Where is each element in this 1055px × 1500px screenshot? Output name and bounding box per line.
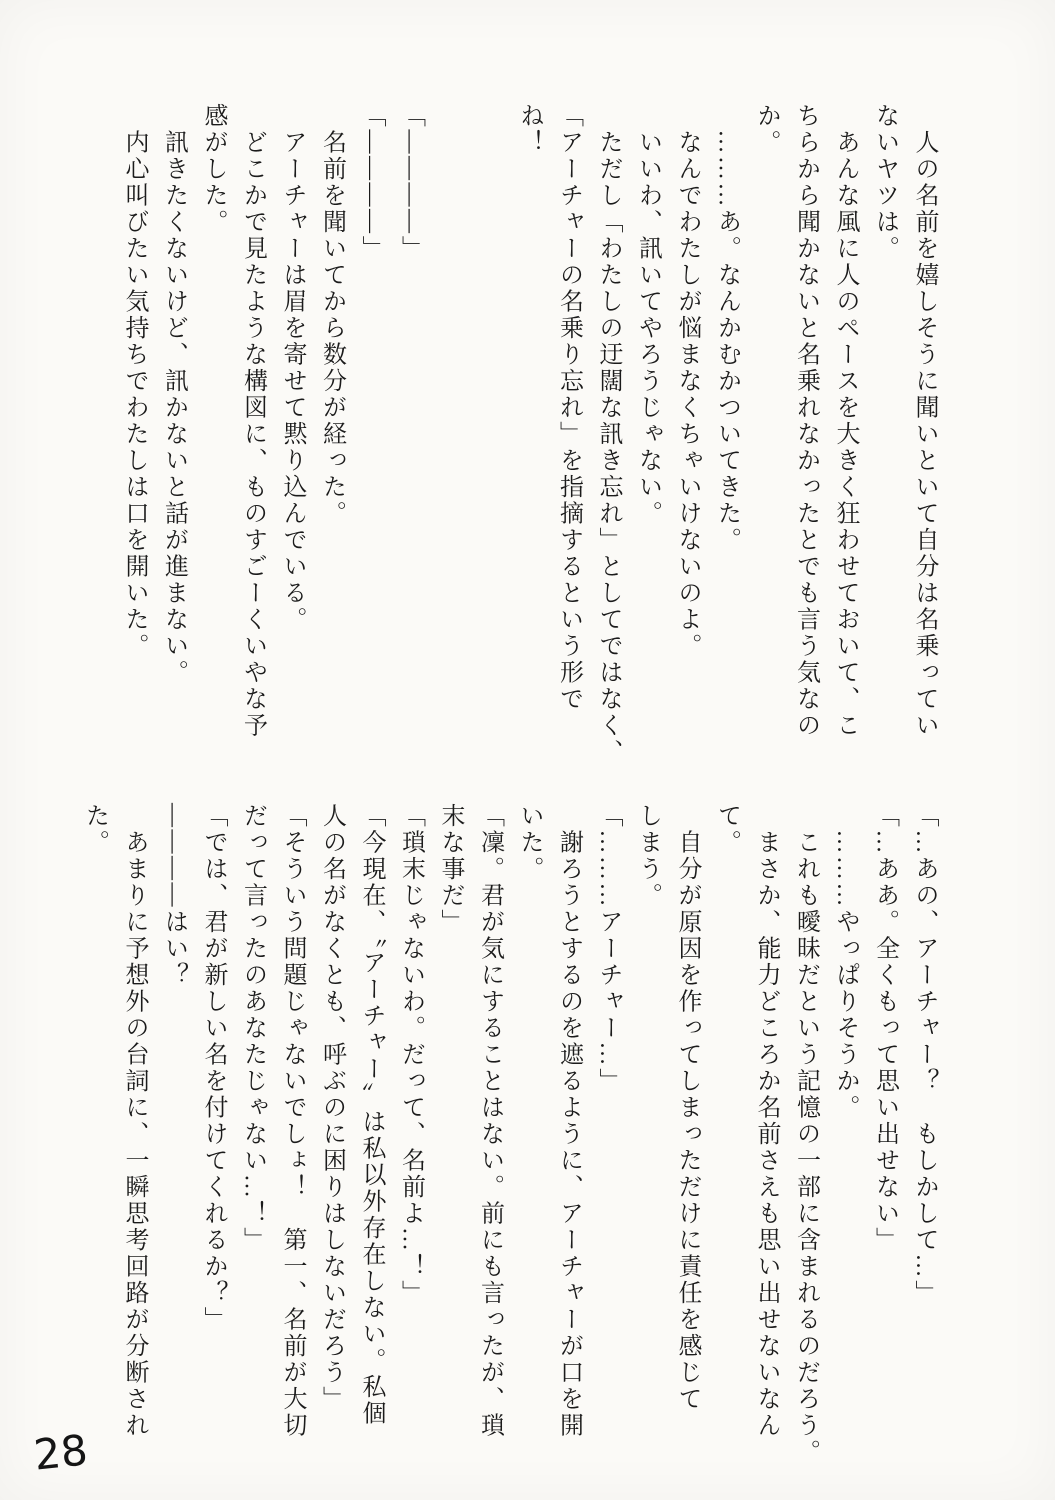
- text-line: 「今現在、〝アーチャー〟は私以外存在しない。私個: [358, 803, 384, 1427]
- text-line: 名前を聞いてから数分が経った。: [318, 103, 345, 527]
- text-line: 自分が原因を作ってしまっただけに責任を感じて: [674, 803, 700, 1413]
- text-line: ――――はい？: [160, 803, 187, 989]
- text-line: いいわ、訊いてやろうじゃない。: [634, 103, 661, 527]
- text-line: だって言ったのあなたじゃない…！」: [239, 803, 266, 1254]
- text-line: まさか、能力どころか名前さえも思い出せないなん: [753, 803, 779, 1439]
- text-line: 「アーチャーの名乗り忘れ」を指摘するという形で: [555, 103, 582, 713]
- text-line: 人の名がなくとも、呼ぶのに困りはしないだろう」: [318, 803, 345, 1413]
- text-line: これも曖昧だという記憶の一部に含まれるのだろう。: [792, 803, 819, 1466]
- text-line: 謝ろうとするのを遮るように、アーチャーが口を開: [555, 803, 582, 1439]
- text-line: 「――――」: [397, 103, 424, 262]
- text-line: 「では、君が新しい名を付けてくれるか？」: [200, 803, 226, 1333]
- text-line: [469, 103, 509, 766]
- text-line: 「…ああ。全くもって思い出せない」: [871, 803, 898, 1254]
- text-line: あまりに予想外の台詞に、一瞬思考回路が分断され: [121, 803, 147, 1439]
- text-line: か。: [753, 103, 779, 156]
- text-line: 「凜。君が気にすることはない。前にも言ったが、瑣: [476, 803, 503, 1439]
- text-line: 訊きたくないけど、訊かないと話が進まない。: [160, 103, 187, 686]
- text-line: どこかで見たような構図に、ものすごーくいやな予: [239, 103, 266, 739]
- top-text-block: [114, 103, 944, 766]
- text-line: 「…あの、アーチャー？ もしかして…」: [911, 803, 937, 1307]
- text-line: あんな風に人のペースを大きく狂わせておいて、こ: [832, 103, 858, 739]
- text-line: 感がした。: [200, 103, 226, 236]
- text-line: [430, 103, 470, 766]
- text-line: しまう。: [634, 803, 661, 909]
- text-line: 末な事だ」: [437, 803, 463, 936]
- text-line: た。: [81, 803, 108, 856]
- text-line: 「瑣末じゃないわ。だって、名前よ…！」: [397, 803, 424, 1307]
- text-line: ちらから聞かないと名乗れなかったとでも言う気なの: [792, 103, 819, 739]
- text-line: 「………アーチャー…」: [595, 803, 621, 1095]
- text-line: いた。: [516, 803, 542, 883]
- text-line: 「――――」: [358, 103, 384, 262]
- text-line: 内心叫びたい気持ちでわたしは口を開いた。: [121, 103, 147, 660]
- page-number: 28: [31, 1425, 90, 1480]
- text-line: ただし「わたしの迂闊な訊き忘れ」としてではなく、: [595, 103, 621, 766]
- text-line: 「そういう問題じゃないでしょ！ 第一、名前が大切: [279, 803, 305, 1439]
- text-line: 人の名前を嬉しそうに聞いといて自分は名乗ってい: [911, 103, 937, 739]
- text-line: ないヤツは。: [871, 103, 898, 262]
- text-line: ………やっぱりそうか。: [832, 803, 858, 1121]
- text-line: ね！: [516, 103, 542, 156]
- text-line: て。: [713, 803, 740, 856]
- text-line: アーチャーは眉を寄せて黙り込んでいる。: [279, 103, 305, 633]
- text-line: ………あ。なんかむかついてきた。: [713, 103, 740, 554]
- text-line: なんでわたしが悩まなくちゃいけないのよ。: [674, 103, 700, 660]
- bottom-text-block: [74, 803, 943, 1466]
